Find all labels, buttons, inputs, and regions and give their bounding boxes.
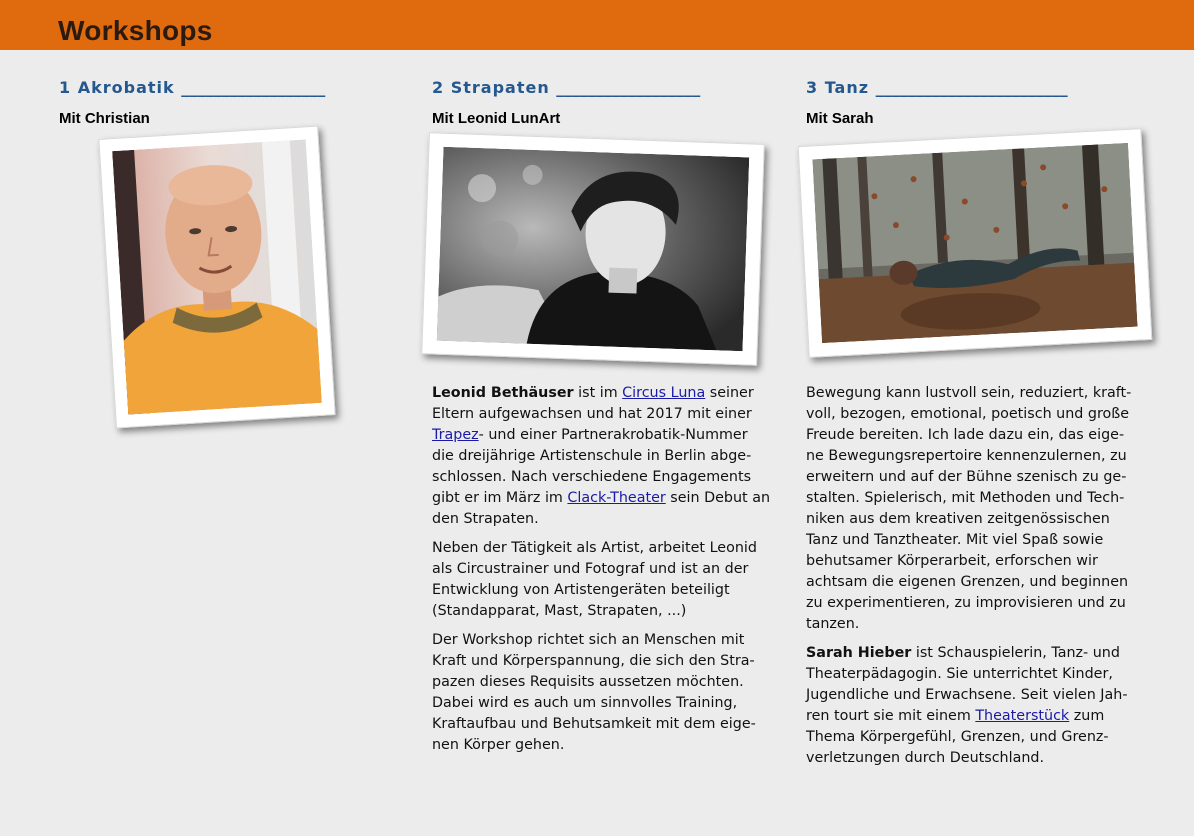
workshop-title: 2 Strapaten __________________ bbox=[432, 78, 701, 97]
page-header bbox=[0, 0, 1194, 50]
theaterstueck-link[interactable]: Theaterstück bbox=[975, 708, 1070, 724]
workshop-title: 3 Tanz ________________________ bbox=[806, 78, 1068, 97]
page-title: Workshops bbox=[58, 15, 213, 46]
paragraph: Sarah Hieber ist Schauspielerin, Tanz- und Theaterpädagogin. Sie unterrichtet Kinder, Jugendliche und Erwachsene. Seit vielen Jah- ren tourt sie mit einem Theaterstück zum Thema Körpergefühl, Grenzen, und Grenz- verletzungen durch Deutschland. bbox=[806, 645, 1128, 766]
paragraph: Leonid Bethäuser ist im Circus Luna seiner Eltern aufgewachsen und hat 2017 mit einer Trapez- und einer Partnerakrobatik-Nummer die dreijährige Artistenschule in Berlin abge- schlossen. Nach verschiedene Engagements gibt er im März im Clack-Theater sein Debut an den Strapaten. bbox=[432, 385, 771, 527]
sarah-photo bbox=[798, 128, 1153, 358]
paragraph: Der Workshop richtet sich an Menschen mit Kraft und Körperspannung, die sich den Stra- pazen dieses Requisits aussetzen möchten. Dabei wird es auch um sinnvolles Training, Kraftaufbau und Behutsamkeit mit dem eige- nen Körper gehen. bbox=[432, 632, 756, 753]
clack-theater-link[interactable]: Clack-Theater bbox=[567, 490, 666, 506]
strapaten-description bbox=[432, 383, 772, 764]
workshop-title: 1 Akrobatik __________________ bbox=[59, 78, 326, 97]
circus-luna-link[interactable]: Circus Luna bbox=[622, 385, 706, 401]
workshop-column-strapaten bbox=[432, 78, 772, 128]
paragraph: Bewegung kann lustvoll sein, reduziert, kraft- voll, bezogen, emotional, poetisch und große Freude bereiten. Ich lade dazu ein, das eige- ne Bewegungsrepertoire kennenzulernen, zu erweitern und auf der Bühne szenisch zu ge- stalten. Spielerisch, mit Methoden und Tech- niken aus dem kreativen zeitgenössischen Tanz und Tanztheater. Mit viel Spaß sowie behutsamer Körperarbeit, erforschen wir achtsam die eigenen Grenzen, und beginnen zu experimentieren, zu improvisieren und zu tanzen. bbox=[806, 385, 1132, 632]
tanz-description bbox=[806, 383, 1146, 777]
leonid-photo bbox=[421, 132, 765, 366]
portrait-photo-icon bbox=[112, 139, 322, 414]
portrait-photo-bw-icon bbox=[437, 147, 750, 352]
dance-photo-icon bbox=[812, 143, 1137, 343]
trapez-link[interactable]: Trapez bbox=[432, 427, 479, 443]
workshop-column-akrobatik bbox=[59, 78, 399, 128]
workshop-instructor: Mit Leonid LunArt bbox=[432, 110, 561, 127]
workshop-instructor: Mit Sarah bbox=[806, 110, 874, 127]
workshop-column-tanz bbox=[806, 78, 1146, 128]
paragraph: Neben der Tätigkeit als Artist, arbeitet Leonid als Circustrainer und Fotograf und ist an der Entwicklung von Artistengeräten beteiligt (Standapparat, Mast, Strapaten, ...) bbox=[432, 540, 757, 619]
christian-photo bbox=[98, 126, 335, 429]
workshop-instructor: Mit Christian bbox=[59, 110, 150, 127]
